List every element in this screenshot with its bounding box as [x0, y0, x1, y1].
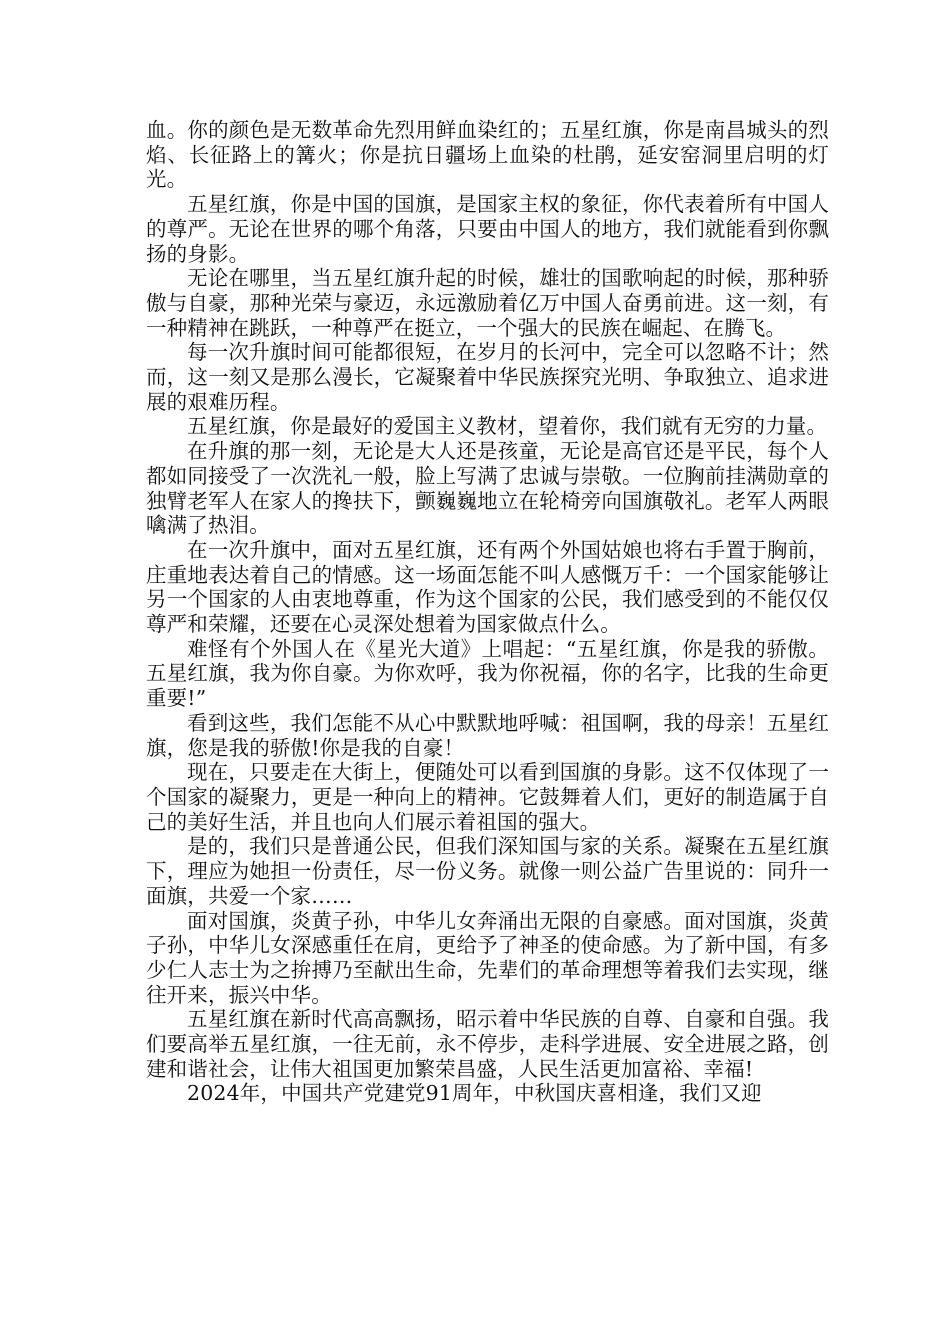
paragraph-14: 2024年，中国共产党建党91周年，中秋国庆喜相逢，我们又迎 [187, 1081, 762, 1106]
paragraph-4: 每一次升旗时间可能都很短，在岁月的长河中，完全可以忽略不计；然而，这一刻又是那么漫长，它凝聚着中华民族探究光明、争取独立、追求进展的艰难历程。 [146, 340, 829, 414]
paragraph-6: 在升旗的那一刻，无论是大人还是孩童，无论是高官还是平民，每个人都如同接受了一次洗礼一般，脸上写满了忠诚与崇敬。一位胸前挂满勋章的独臂老军人在家人的搀扶下，颤巍巍地立在轮椅旁向国旗敬礼。老军人两眼噙满了热泪。 [146, 439, 829, 538]
document-body [146, 118, 829, 1106]
paragraph-3: 无论在哪里，当五星红旗升起的时候，雄壮的国歌响起的时候，那种骄傲与自豪，那种光荣与豪迈，永远激励着亿万中国人奋勇前进。这一刻，有一种精神在跳跃，一种尊严在挺立，一个强大的民族在崛起、在腾飞。 [146, 266, 829, 340]
paragraph-13: 五星红旗在新时代高高飘扬，昭示着中华民族的自尊、自豪和自强。我们要高举五星红旗，一往无前，永不停步，走科学进展、安全进展之路，创建和谐社会，让伟大祖国更加繁荣昌盛，人民生活更加富裕、幸福! [146, 1007, 829, 1081]
paragraph-11: 是的，我们只是普通公民，但我们深知国与家的关系。凝聚在五星红旗下，理应为她担一份责任，尽一份义务。就像一则公益广告里说的：同升一面旗，共爱一个家…… [146, 834, 829, 908]
paragraph-12: 面对国旗，炎黄子孙，中华儿女奔涌出无限的自豪感。面对国旗，炎黄子孙，中华儿女深感重任在肩，更给予了神圣的使命感。为了新中国，有多少仁人志士为之拚搏乃至献出生命，先辈们的革命理想等着我们去实现，继往开来，振兴中华。 [146, 908, 829, 1007]
paragraph-7: 在一次升旗中，面对五星红旗，还有两个外国姑娘也将右手置于胸前，庄重地表达着自己的情感。这一场面怎能不叫人感慨万千：一个国家能够让另一个国家的人由衷地尊重，作为这个国家的公民，我们感受到的不能仅仅尊严和荣耀，还要在心灵深处想着为国家做点什么。 [146, 537, 829, 637]
paragraph-8: 难怪有个外国人在《星光大道》上唱起：“五星红旗，你是我的骄傲。五星红旗，我为你自豪。为你欢呼，我为你祝福，你的名字，比我的生命更重要!” [146, 636, 829, 711]
paragraph-2: 五星红旗，你是中国的国旗，是国家主权的象征，你代表着所有中国人的尊严。无论在世界的哪个角落，只要由中国人的地方，我们就能看到你飘扬的身影。 [146, 192, 829, 266]
paragraph-9: 看到这些，我们怎能不从心中默默地呼喊：祖国啊，我的母亲！五星红旗，您是我的骄傲!你是我的自豪！ [146, 710, 829, 760]
paragraph-5: 五星红旗，你是最好的爱国主义教材，望着你，我们就有无穷的力量。 [187, 414, 828, 439]
paragraph-1: 血。你的颜色是无数革命先烈用鲜血染红的；五星红旗，你是南昌城头的烈焰、长征路上的篝火；你是抗日疆场上血染的杜鹃，延安窑洞里启明的灯光。 [146, 118, 829, 192]
paragraph-10: 现在，只要走在大街上，便随处可以看到国旗的身影。这不仅体现了一个国家的凝聚力，更是一种向上的精神。它鼓舞着人们，更好的制造属于自己的美好生活，并且也向人们展示着祖国的强大。 [146, 760, 829, 834]
